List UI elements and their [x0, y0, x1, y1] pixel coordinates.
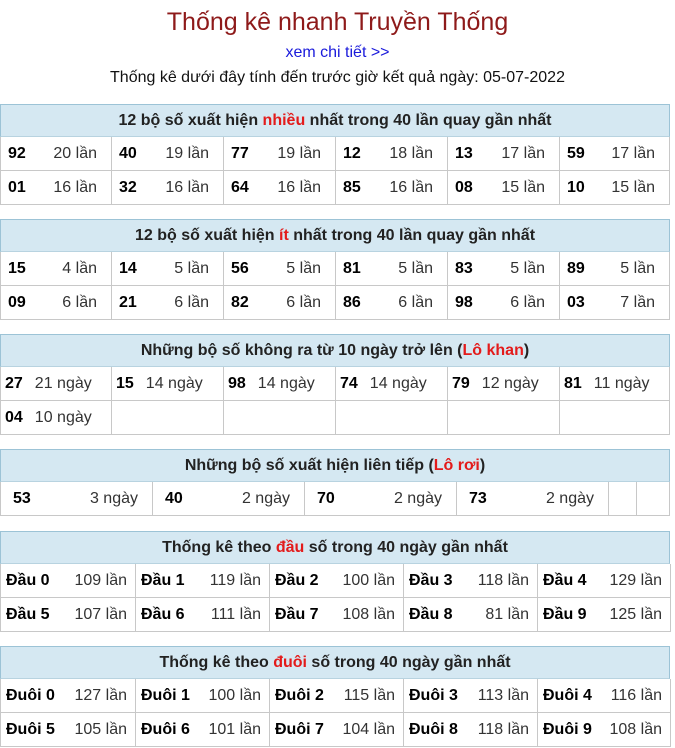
number-cell-count: 21 ngày: [34, 374, 92, 392]
number-cell: [448, 367, 560, 401]
number-cell-count: 19 lần: [277, 144, 321, 162]
number-cell-key: 13: [455, 144, 473, 162]
number-cell: [305, 482, 457, 516]
number-cell-count: 15 lần: [611, 178, 655, 196]
head-cell-count: 107 lần: [74, 605, 127, 623]
number-cell: [560, 171, 670, 205]
number-cell-key: 64: [231, 178, 249, 196]
number-cell-count: 2 ngày: [393, 489, 442, 507]
tail-cell-key: Đuôi 9: [543, 720, 592, 738]
head-cell-key: Đầu 5: [6, 605, 50, 623]
head-cell-count: 109 lần: [74, 571, 127, 589]
number-cell: [112, 137, 224, 171]
head-cell: [404, 564, 538, 598]
number-cell-key: 27: [5, 374, 23, 392]
heading-text: 12 bộ số xuất hiện: [134, 227, 279, 244]
head-cell: [1, 564, 136, 598]
tail-cell-count: 116 lần: [610, 686, 662, 704]
number-cell: [153, 482, 305, 516]
number-cell-count: 5 lần: [286, 259, 321, 277]
head-cell: [270, 598, 404, 632]
number-cell-count: 7 lần: [620, 293, 655, 311]
number-cell-key: 73: [469, 489, 487, 507]
head-cell-key: Đầu 9: [543, 605, 587, 623]
empty-cell: [336, 401, 448, 435]
number-cell: [560, 286, 670, 320]
heading-text: 12 bộ số xuất hiện: [118, 112, 263, 129]
heading-highlight: nhiều: [262, 112, 306, 129]
head-cell-key: Đầu 0: [6, 571, 50, 589]
most-frequent-section: [0, 104, 670, 205]
heading-text: ): [479, 457, 486, 474]
heading-text: Thống kê theo: [159, 654, 274, 671]
number-cell-count: 17 lần: [501, 144, 545, 162]
head-cell-count: 108 lần: [342, 605, 395, 623]
head-cell-count: 119 lần: [209, 571, 261, 589]
tail-cell: [136, 713, 270, 747]
number-cell-count: 5 lần: [398, 259, 433, 277]
head-cell-key: Đầu 6: [141, 605, 185, 623]
head-cell-key: Đầu 8: [409, 605, 453, 623]
tail-cell: [404, 679, 538, 713]
number-cell-key: 79: [452, 374, 470, 392]
number-cell: [448, 137, 560, 171]
heading-text: số trong 40 ngày gần nhất: [304, 539, 508, 556]
number-cell-count: 6 lần: [286, 293, 321, 311]
number-cell-key: 01: [8, 178, 26, 196]
most-frequent-grid: [0, 137, 670, 205]
number-cell: [448, 286, 560, 320]
heading-text: Những bộ số không ra từ 10 ngày trở lên (: [140, 342, 463, 359]
number-cell-key: 56: [231, 259, 249, 277]
tail-cell-count: 118 lần: [477, 720, 529, 738]
number-cell: [448, 252, 560, 286]
number-cell-key: 85: [343, 178, 361, 196]
lo-roi-heading: [0, 449, 670, 482]
empty-cell: [609, 482, 637, 516]
heading-highlight: đầu: [275, 539, 305, 556]
number-cell-key: 77: [231, 144, 249, 162]
head-cell-key: Đầu 2: [275, 571, 319, 589]
number-cell-key: 14: [119, 259, 137, 277]
number-cell: [1, 286, 112, 320]
head-cell-count: 118 lần: [477, 571, 529, 589]
most-frequent-heading: [0, 104, 670, 137]
tail-cell-count: 115 lần: [343, 686, 395, 704]
number-cell-count: 14 ngày: [145, 374, 203, 392]
heading-highlight: đuôi: [273, 654, 307, 671]
empty-cell: [448, 401, 560, 435]
tail-cell-key: Đuôi 8: [409, 720, 458, 738]
tail-cell-count: 113 lần: [477, 686, 529, 704]
number-cell-key: 92: [8, 144, 26, 162]
number-cell-count: 5 lần: [174, 259, 209, 277]
tail-cell: [136, 679, 270, 713]
number-cell-key: 10: [567, 178, 585, 196]
number-cell-count: 20 lần: [53, 144, 97, 162]
number-cell: [224, 171, 336, 205]
tail-cell: [1, 679, 136, 713]
head-cell-key: Đầu 1: [141, 571, 185, 589]
head-cell-key: Đầu 4: [543, 571, 587, 589]
head-cell: [538, 564, 671, 598]
number-cell-key: 81: [343, 259, 361, 277]
least-frequent-heading: [0, 219, 670, 252]
head-cell: [136, 598, 270, 632]
number-cell-key: 15: [8, 259, 26, 277]
lo-roi-section: [0, 449, 670, 516]
tail-cell-key: Đuôi 4: [543, 686, 592, 704]
number-cell-count: 3 ngày: [89, 489, 138, 507]
least-frequent-grid: [0, 252, 670, 320]
empty-cell: [637, 482, 670, 516]
number-cell-count: 6 lần: [62, 293, 97, 311]
tail-cell-count: 127 lần: [74, 686, 127, 704]
number-cell: [1, 401, 112, 435]
tail-cell: [270, 713, 404, 747]
head-cell: [136, 564, 270, 598]
head-cell: [538, 598, 671, 632]
empty-cell: [224, 401, 336, 435]
dau-grid: [0, 564, 670, 632]
number-cell-count: 16 lần: [389, 178, 433, 196]
number-cell-key: 83: [455, 259, 473, 277]
number-cell-count: 16 lần: [53, 178, 97, 196]
number-cell-key: 21: [119, 293, 137, 311]
empty-cell: [560, 401, 670, 435]
number-cell: [112, 252, 224, 286]
number-cell: [336, 252, 448, 286]
head-cell-key: Đầu 7: [275, 605, 319, 623]
number-cell-key: 12: [343, 144, 361, 162]
number-cell: [112, 171, 224, 205]
page-title: Thống kê nhanh Truyền Thống: [166, 8, 509, 36]
tail-cell-count: 100 lần: [208, 686, 261, 704]
number-cell: [112, 286, 224, 320]
dau-section: [0, 531, 670, 632]
head-cell-count: 81 lần: [485, 605, 529, 623]
head-cell: [270, 564, 404, 598]
empty-cell: [112, 401, 224, 435]
tail-cell-key: Đuôi 1: [141, 686, 190, 704]
date-note: Thống kê dưới đây tính đến trước giờ kết quả ngày: 05-07-2022: [110, 69, 565, 86]
number-cell-key: 08: [455, 178, 473, 196]
number-cell-key: 98: [228, 374, 246, 392]
number-cell-key: 70: [317, 489, 335, 507]
tail-cell: [538, 713, 671, 747]
tail-cell-count: 101 lần: [208, 720, 261, 738]
number-cell-count: 16 lần: [165, 178, 209, 196]
lo-roi-grid: [0, 482, 670, 516]
number-cell-key: 98: [455, 293, 473, 311]
number-cell-key: 40: [165, 489, 183, 507]
number-cell-count: 2 ngày: [545, 489, 594, 507]
number-cell-key: 86: [343, 293, 361, 311]
tail-cell-key: Đuôi 0: [6, 686, 55, 704]
tail-cell: [404, 713, 538, 747]
duoi-heading: [0, 646, 670, 679]
number-cell: [224, 367, 336, 401]
dau-heading: [0, 531, 670, 564]
heading-highlight: ít: [279, 227, 289, 244]
least-frequent-section: [0, 219, 670, 320]
number-cell: [224, 252, 336, 286]
heading-text: Thống kê theo: [162, 539, 276, 556]
number-cell-count: 19 lần: [165, 144, 209, 162]
number-cell-count: 12 ngày: [481, 374, 539, 392]
number-cell-key: 04: [5, 408, 23, 426]
number-cell: [1, 252, 112, 286]
number-cell-count: 6 lần: [398, 293, 433, 311]
heading-highlight: Lô khan: [462, 342, 524, 359]
head-cell-count: 111 lần: [210, 605, 261, 623]
number-cell-count: 15 lần: [501, 178, 545, 196]
number-cell-count: 16 lần: [277, 178, 321, 196]
number-cell-key: 40: [119, 144, 137, 162]
heading-text: nhất trong 40 lần quay gần nhất: [305, 112, 552, 129]
tail-cell-key: Đuôi 3: [409, 686, 458, 704]
number-cell: [560, 252, 670, 286]
head-cell: [404, 598, 538, 632]
number-cell-count: 6 lần: [510, 293, 545, 311]
number-cell-count: 6 lần: [174, 293, 209, 311]
tail-cell-key: Đuôi 6: [141, 720, 190, 738]
number-cell: [336, 171, 448, 205]
number-cell: [112, 367, 224, 401]
number-cell-key: 81: [564, 374, 582, 392]
number-cell: [1, 482, 153, 516]
number-cell: [560, 137, 670, 171]
number-cell-key: 32: [119, 178, 137, 196]
head-cell-key: Đầu 3: [409, 571, 453, 589]
number-cell: [224, 137, 336, 171]
tail-cell-count: 104 lần: [342, 720, 395, 738]
heading-highlight: Lô rơi: [433, 457, 480, 474]
number-cell: [1, 137, 112, 171]
number-cell-count: 10 ngày: [34, 408, 92, 426]
number-cell: [448, 171, 560, 205]
number-cell-count: 4 lần: [62, 259, 97, 277]
tail-cell-count: 108 lần: [609, 720, 662, 738]
number-cell-count: 5 lần: [620, 259, 655, 277]
lo-khan-heading: [0, 334, 670, 367]
duoi-section: [0, 646, 670, 747]
number-cell: [336, 367, 448, 401]
head-cell: [1, 598, 136, 632]
number-cell: [1, 171, 112, 205]
head-cell-count: 100 lần: [342, 571, 395, 589]
number-cell: [560, 367, 670, 401]
heading-text: Những bộ số xuất hiện liên tiếp (: [184, 457, 434, 474]
number-cell-count: 18 lần: [389, 144, 433, 162]
duoi-grid: [0, 679, 670, 747]
tail-cell: [1, 713, 136, 747]
number-cell: [457, 482, 609, 516]
number-cell: [336, 137, 448, 171]
number-cell-key: 15: [116, 374, 134, 392]
tail-cell: [538, 679, 671, 713]
tail-cell-key: Đuôi 7: [275, 720, 324, 738]
number-cell-key: 82: [231, 293, 249, 311]
number-cell-key: 09: [8, 293, 26, 311]
number-cell-count: 2 ngày: [241, 489, 290, 507]
heading-text: ): [523, 342, 530, 359]
head-cell-count: 125 lần: [609, 605, 662, 623]
number-cell-key: 59: [567, 144, 585, 162]
number-cell: [1, 367, 112, 401]
tail-cell: [270, 679, 404, 713]
tail-cell-key: Đuôi 5: [6, 720, 55, 738]
tail-cell-count: 105 lần: [74, 720, 127, 738]
tail-cell-key: Đuôi 2: [275, 686, 324, 704]
lo-khan-section: [0, 334, 670, 435]
number-cell-count: 11 ngày: [593, 374, 650, 392]
number-cell-key: 53: [13, 489, 31, 507]
number-cell-count: 14 ngày: [369, 374, 427, 392]
number-cell-count: 14 ngày: [257, 374, 315, 392]
number-cell: [224, 286, 336, 320]
number-cell-key: 89: [567, 259, 585, 277]
number-cell: [336, 286, 448, 320]
heading-text: số trong 40 ngày gần nhất: [306, 654, 511, 671]
number-cell-key: 03: [567, 293, 585, 311]
number-cell-count: 17 lần: [611, 144, 655, 162]
detail-link[interactable]: xem chi tiết >>: [285, 44, 390, 61]
number-cell-key: 74: [340, 374, 358, 392]
heading-text: nhất trong 40 lần quay gần nhất: [288, 227, 536, 244]
lo-khan-grid: [0, 367, 670, 435]
number-cell-count: 5 lần: [510, 259, 545, 277]
head-cell-count: 129 lần: [609, 571, 662, 589]
